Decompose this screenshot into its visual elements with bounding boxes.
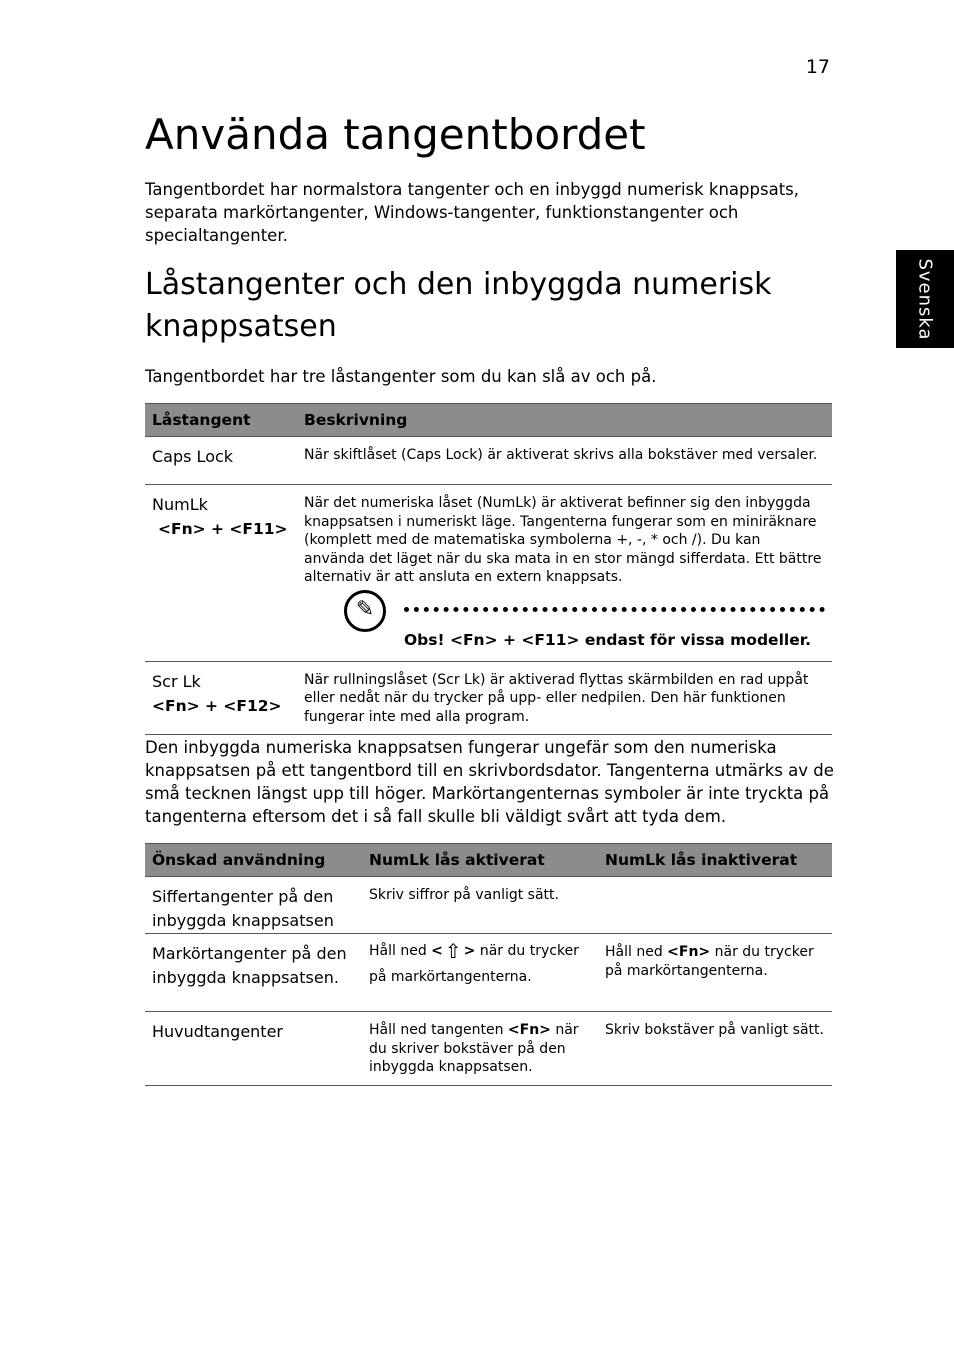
table-row	[145, 877, 832, 934]
key-combo: <Fn> + <F12>	[152, 696, 282, 715]
lock-key-description: När rullningslåset (Scr Lk) är aktiverad flyttas skärmbilden en rad uppåt eller nedåt när du trycker på upp- eller nedpilen. Den här funktionen fungerar inte med alla program.	[297, 661, 832, 735]
table-row	[145, 934, 832, 1012]
page-title: Använda tangentbordet	[145, 110, 646, 159]
section-intro: Tangentbordet har tre låstangenter som du kan slå av och på.	[145, 367, 657, 386]
key-combo: <Fn>	[667, 944, 711, 960]
key-combo: <Fn> + <F11>	[158, 520, 288, 538]
cell-text: när du trycker på markörtangenterna.	[605, 944, 814, 979]
cell-text: Håll ned tangenten	[369, 1022, 504, 1038]
numlock-description-text: När det numeriska låset (NumLk) är aktiverat befinner sig den inbyggda knappsatsen i numeriskt läge. Tangenterna fungerar som en miniräknare (komplett med de matematiska symbolerna +, -, * och /). Du kan använda det läget när du ska mata in en stor mängd sifferdata. Ett bättre alternativ är att ansluta en extern knappsats.	[304, 495, 822, 585]
usage-cell: Markörtangenter på den inbyggda knappsatsen.	[145, 934, 362, 1012]
numlock-off-cell: Skriv bokstäver på vanligt sätt.	[598, 1012, 832, 1086]
cell-text: när du skriver bokstäver på den inbyggda knappsatsen.	[369, 1022, 579, 1075]
up-arrow-icon: ⇧	[444, 939, 462, 963]
language-tab-label: Svenska	[914, 257, 936, 341]
keypad-paragraph: Den inbyggda numeriska knappsatsen fungerar ungefär som den numeriska knappsatsen på ett tangentbord till en skrivbordsdator. Tangenterna utmärks av de små tecknen längst upp till höger. Markörtangenternas symboler är inte tryckta på tangenterna eftersom det i så fall skulle bli väldigt svårt att tyda dem.	[145, 738, 834, 826]
table-header-row	[145, 404, 832, 437]
page-number: 17	[805, 56, 830, 78]
table-header: Önskad användning	[145, 844, 362, 877]
keypad-usage-table	[145, 843, 832, 1086]
note-text: Obs! <Fn> + <F11> endast för vissa modeller.	[404, 630, 812, 649]
lock-key-description	[297, 485, 832, 662]
numlock-off-cell	[598, 934, 832, 1012]
table-header: Låstangent	[145, 404, 297, 437]
cell-text: när du trycker på markörtangenterna.	[369, 943, 579, 985]
numlock-on-cell: Skriv siffror på vanligt sätt.	[362, 877, 598, 934]
note-icon: ✎	[344, 590, 386, 632]
table-header: Beskrivning	[297, 404, 832, 437]
lock-key-name	[145, 661, 297, 735]
intro-paragraph: Tangentbordet har normalstora tangenter och en inbyggd numerisk knappsats, separata markörtangenter, Windows-tangenter, funktionstangenter och specialtangenter.	[145, 180, 800, 245]
lock-key-label: Caps Lock	[152, 447, 234, 466]
key-bracket: <	[431, 943, 443, 959]
lock-keys-table	[145, 403, 832, 735]
table-row	[145, 1012, 832, 1086]
numlock-on-cell	[362, 1012, 598, 1086]
lock-key-label: NumLk	[152, 495, 208, 514]
table-row	[145, 661, 832, 735]
cell-text: Håll ned	[605, 944, 663, 960]
numlock-on-cell	[362, 934, 598, 1012]
lock-key-name	[145, 485, 297, 662]
table-header: NumLk lås aktiverat	[362, 844, 598, 877]
table-row	[145, 485, 832, 662]
usage-cell: Huvudtangenter	[145, 1012, 362, 1086]
key-combo: <Fn>	[507, 1022, 551, 1038]
language-tab	[896, 250, 954, 348]
section-title: Låstangenter och den inbyggda numerisk knappsatsen	[145, 267, 772, 344]
usage-cell: Siffertangenter på den inbyggda knappsatsen	[145, 877, 362, 934]
lock-key-label: Scr Lk	[152, 671, 201, 691]
table-row	[145, 437, 832, 485]
numlock-off-cell	[598, 877, 832, 934]
lock-key-description: När skiftlåset (Caps Lock) är aktiverat skrivs alla bokstäver med versaler.	[297, 437, 832, 485]
key-bracket: >	[463, 943, 476, 959]
lock-key-name	[145, 437, 297, 485]
dotted-divider	[404, 607, 825, 612]
cell-text: Håll ned	[369, 943, 427, 959]
table-header-row	[145, 844, 832, 877]
table-header: NumLk lås inaktiverat	[598, 844, 832, 877]
note-block	[304, 587, 825, 661]
